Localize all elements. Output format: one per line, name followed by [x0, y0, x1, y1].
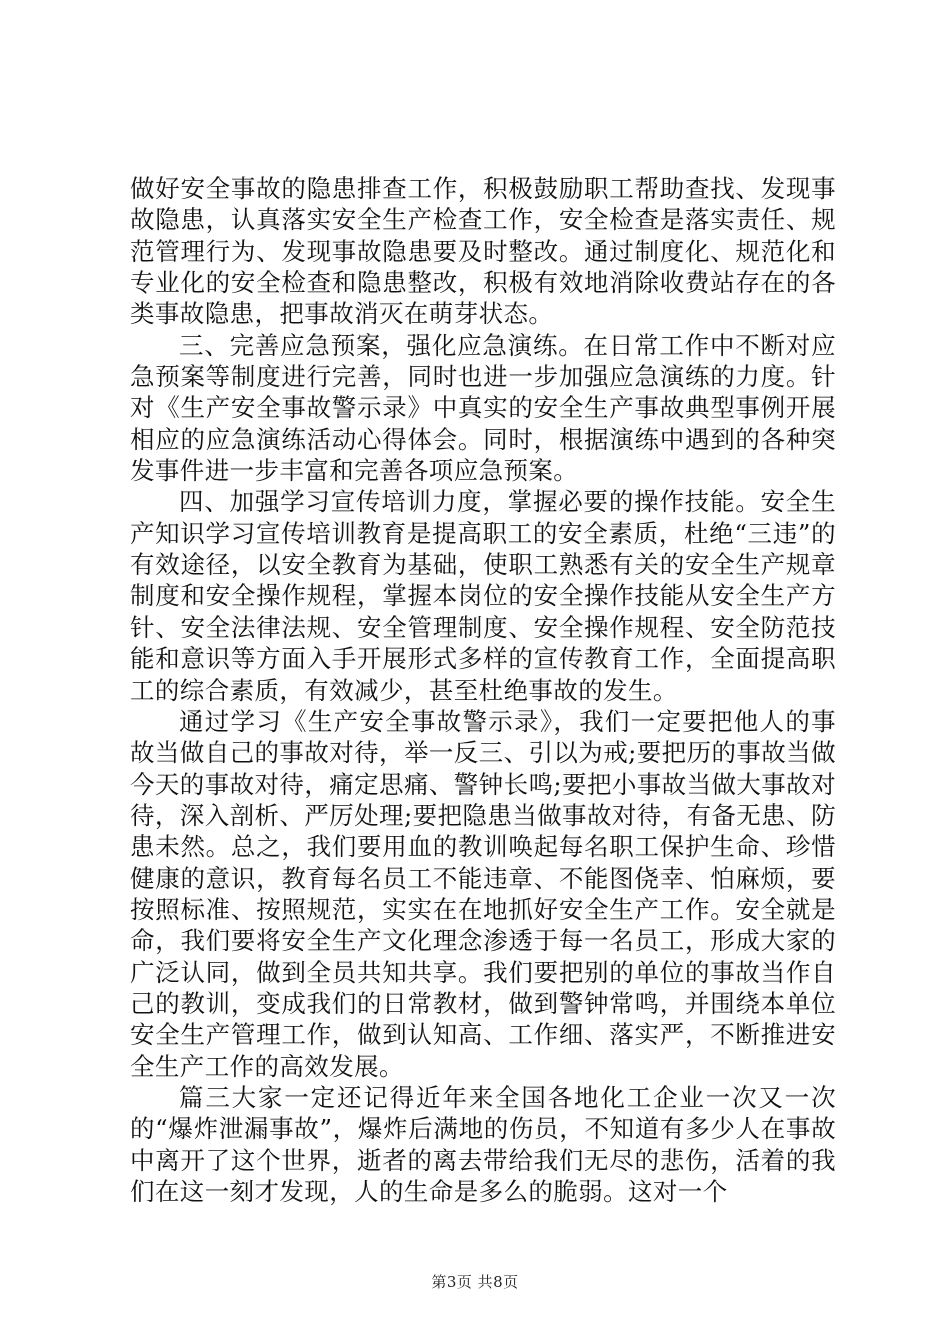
paragraph-hazard-inspection: 做好安全事故的隐患排查工作，积极鼓励职工帮助查找、发现事故隐患，认真落实安全生产检查工作，安全检查是落实责任、规范管理行为、发现事故隐患要及时整改。通过制度化、规范化和专业化的安全检查和隐患整改，积极有效地消除收费站存在的各类事故隐患，把事故消灭在萌芽状态。: [130, 174, 836, 329]
paragraph-part-three: 篇三大家一定还记得近年来全国各地化工企业一次又一次的“爆炸泄漏事故”，爆炸后满地的伤员，不知道有多少人在事故中离开了这个世界，逝者的离去带给我们无尽的悲伤，活着的我们在这一刻才发现，人的生命是多么的脆弱。这对一个: [130, 1082, 836, 1206]
paragraph-training: 四、加强学习宣传培训力度，掌握必要的操作技能。安全生产知识学习宣传培训教育是提高职工的安全素质，杜绝“三违”的有效途径，以安全教育为基础，使职工熟悉有关的安全生产规章制度和安全操作规程，掌握本岗位的安全操作技能从安全生产方针、安全法律法规、安全管理制度、安全操作规程、安全防范技能和意识等方面入手开展形式多样的宣传教育工作，全面提高职工的综合素质，有效减少，甚至杜绝事故的发生。: [130, 487, 836, 705]
document-body: [130, 173, 836, 1207]
paragraph-lessons: 通过学习《生产安全事故警示录》，我们一定要把他人的事故当做自己的事故对待，举一反三、引以为戒;要把历的事故当做今天的事故对待，痛定思痛、警钟长鸣;要把小事故当做大事故对待，深入剖析、严厉处理;要把隐患当做事故对待，有备无患、防患未然。总之，我们要用血的教训唤起每名职工保护生命、珍惜健康的意识，教育每名员工不能违章、不能图侥幸、怕麻烦，要按照标准、按照规范，实实在在地抓好安全生产工作。安全就是命，我们要将安全生产文化理念渗透于每一名员工，形成大家的广泛认同，做到全员共知共享。我们要把别的单位的事故当作自己的教训，变成我们的日常教材，做到警钟常鸣，并围绕本单位安全生产管理工作，做到认知高、工作细、落实严，不断推进安全生产工作的高效发展。: [130, 706, 836, 1081]
paragraph-emergency-plan: 三、完善应急预案，强化应急演练。在日常工作中不断对应急预案等制度进行完善，同时也进一步加强应急演练的力度。针对《生产安全事故警示录》中真实的安全生产事故典型事例开展相应的应急演练活动心得体会。同时，根据演练中遇到的各种突发事件进一步丰富和完善各项应急预案。: [130, 330, 836, 486]
page-number-footer: 第3页 共8页: [431, 1273, 519, 1291]
